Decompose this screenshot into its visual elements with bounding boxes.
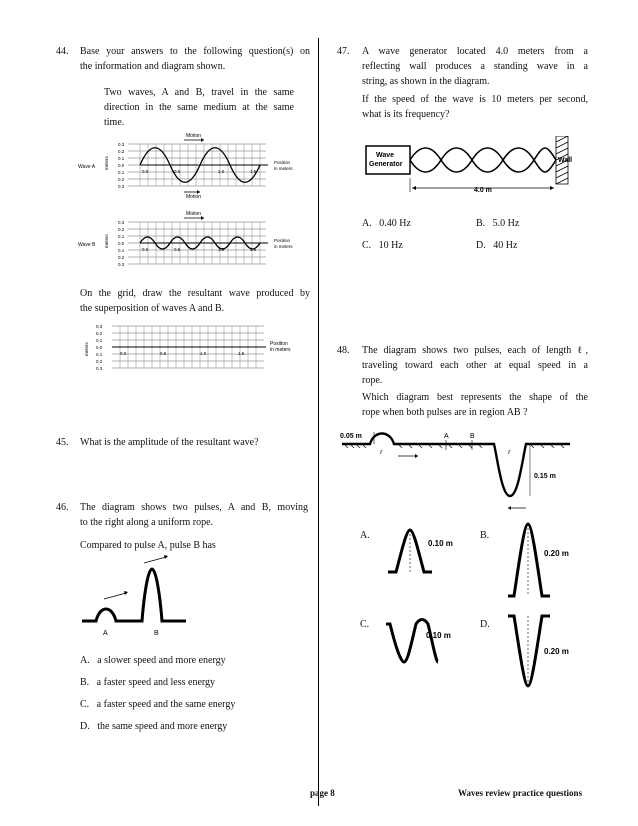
q46-stem (80, 500, 308, 530)
wave-b-ytick: 0.0 (118, 241, 125, 246)
pulse-b-label: B (154, 630, 159, 637)
q48-stem-line1: The diagram shows two pulses, each of length ℓ, (362, 345, 588, 356)
generator-label-1: Wave (376, 152, 395, 159)
q46-choice-a[interactable] (80, 653, 226, 668)
grid-ytick: 0.2 (96, 359, 103, 364)
wave-b-xtick: 1.5 (250, 247, 257, 252)
wave-b-label: Wave B (78, 242, 96, 248)
q47-choice-b[interactable] (476, 216, 519, 231)
choice-letter: D. (80, 721, 90, 732)
grid-xtick: 1.5 (238, 351, 245, 356)
wave-a-ytick: 0.2 (118, 177, 125, 182)
footer-title: Waves review practice questions (458, 788, 583, 798)
q44-stem-line1: Base your answers to the following question(s) on (80, 46, 310, 57)
wave-a-position-l1: Position (274, 160, 291, 165)
grid-ytick: 0.1 (96, 352, 103, 357)
wave-b-ytick: 0.1 (118, 248, 125, 253)
grid-axis-label: meters (84, 342, 89, 356)
q48-choice-d-letter[interactable]: D. (480, 619, 490, 630)
q48-choice-b-letter[interactable]: B. (480, 530, 490, 541)
q48-amp-left: 0.05 m (340, 433, 362, 440)
q45-text: What is the amplitude of the resultant wave? (80, 437, 259, 448)
q46-pulses-diagram (78, 555, 198, 640)
q44-info-line3: time. (104, 117, 125, 128)
pulse-a (82, 569, 186, 621)
q45-number: 45. (56, 437, 69, 448)
choice-a-amp: 0.10 m (428, 539, 453, 548)
grid-ytick: 0.2 (96, 331, 103, 336)
q47-choice-d[interactable] (476, 238, 517, 253)
wave-a-ytick: 0.3 (118, 142, 125, 147)
wave-a-motion-bottom: Motion (186, 194, 202, 198)
generator-label-2: Generator (369, 161, 403, 168)
wave-b-ytick: 0.2 (118, 255, 125, 260)
wave-a-ytick: 0.0 (118, 163, 125, 168)
q44-stem (80, 44, 310, 74)
choice-c-amp: 0.10 m (426, 631, 451, 640)
wave-a-xtick: 1.5 (250, 169, 257, 174)
q48-choice-c-diagram[interactable] (380, 610, 470, 670)
wave-b-xtick: 0.5 (174, 247, 181, 252)
choice-text: a faster speed and the same energy (96, 699, 236, 710)
pulse-b-arrow (144, 557, 166, 563)
q48-question-line2: rope when both pulses are in region AB ? (362, 407, 528, 418)
pulse-a-label: A (103, 630, 108, 637)
q48-question (362, 390, 588, 420)
q48-question-line1: Which diagram best represents the shape of the (362, 392, 588, 403)
grid-ytick: 0.1 (96, 338, 103, 343)
q47-stem-line1: A wave generator located 4.0 meters from a (362, 46, 588, 57)
q48-rope (342, 434, 570, 497)
q46-choice-c[interactable] (80, 697, 235, 712)
q46-prompt: Compared to pulse A, pulse B has (80, 540, 216, 551)
q48-choice-c-letter[interactable]: C. (360, 619, 370, 630)
wave-a-motion: Motion (186, 133, 202, 139)
choice-text: a faster speed and less energy (96, 677, 216, 688)
page-number: page 8 (310, 788, 335, 798)
choice-letter: C. (80, 699, 90, 710)
q44-number: 44. (56, 46, 69, 57)
grid-ytick: 0.3 (96, 366, 103, 371)
choice-d-amp: 0.20 m (544, 647, 569, 656)
wave-a-ytick: 0.1 (118, 156, 125, 161)
q48-pulses-diagram (338, 430, 588, 512)
q48-choice-a-diagram[interactable] (380, 518, 470, 578)
wave-generator-box (366, 146, 410, 174)
wave-b-xtick: 0.0 (142, 247, 149, 252)
wave-a-label: Wave A (78, 164, 96, 170)
q48-choice-a-letter[interactable]: A. (360, 530, 370, 541)
standing-wave-diagram (362, 136, 592, 198)
point-b-label: B (470, 433, 475, 440)
q47-question (362, 92, 588, 122)
choice-letter: B. (476, 218, 486, 229)
q44-task (80, 286, 310, 316)
q47-choice-c[interactable] (362, 238, 403, 253)
wave-b-diagram (78, 208, 308, 276)
choice-letter: A. (362, 218, 372, 229)
wave-a-ytick: 0.2 (118, 149, 125, 154)
ell-right: ℓ (508, 450, 510, 456)
wave-b-position-l2: in meters (274, 244, 293, 249)
choice-text: 5.0 Hz (492, 218, 520, 229)
choice-b-amp: 0.20 m (544, 549, 569, 558)
q46-number: 46. (56, 502, 69, 513)
grid-ytick: 0.3 (96, 324, 103, 329)
q44-info-line1: Two waves, A and B, travel in the same (104, 87, 294, 98)
choice-text: 0.40 Hz (379, 218, 411, 229)
wave-b-motion: Motion (186, 211, 202, 217)
choice-text: the same speed and more energy (97, 721, 228, 732)
q48-amp-right: 0.15 m (534, 473, 556, 480)
wave-b-ytick: 0.2 (118, 227, 125, 232)
q48-choice-d-diagram[interactable] (500, 610, 590, 690)
point-a-label: A (444, 433, 449, 440)
q48-choice-b-diagram[interactable] (500, 520, 590, 600)
column-divider (318, 38, 319, 806)
q47-stem-line2: reflecting wall produces a standing wave in a (362, 61, 588, 72)
wave-a-ytick: 0.3 (118, 184, 125, 189)
q46-choice-b[interactable] (80, 675, 215, 690)
wave-a-xtick: 1.0 (218, 169, 225, 174)
grid-position-l1: Position (270, 341, 288, 347)
q44-stem-line2: the information and diagram shown. (80, 61, 226, 72)
q48-number: 48. (337, 345, 350, 356)
distance-label: 4.0 m (474, 187, 492, 194)
choice-text: 10 Hz (378, 240, 403, 251)
wave-a-ytick: 0.1 (118, 170, 125, 175)
q48-stem-line2: traveling toward each other at equal speed in a (362, 360, 588, 371)
grid-ytick: 0.0 (96, 345, 103, 350)
q47-stem (362, 44, 588, 89)
q46-stem-line1: The diagram shows two pulses, A and B, moving (80, 502, 308, 513)
choice-text: 40 Hz (493, 240, 518, 251)
q44-task-line2: the superposition of waves A and B. (80, 303, 225, 314)
q44-info-line2: direction in the same medium at the same (104, 102, 294, 113)
grid-xtick: 1.0 (200, 351, 207, 356)
wave-a-position-l2: in meters (274, 166, 293, 171)
standing-wave (410, 148, 556, 172)
wave-a-xtick: 0.0 (142, 169, 149, 174)
wave-b-ytick: 0.3 (118, 220, 125, 225)
wave-b-ytick: 0.1 (118, 234, 125, 239)
ell-left: ℓ (380, 450, 382, 456)
q48-stem (362, 343, 588, 388)
q47-choice-a[interactable] (362, 216, 411, 231)
q47-number: 47. (337, 46, 350, 57)
wave-b-axis-label: meters (104, 234, 109, 248)
wall-label: Wall (558, 157, 573, 164)
choice-text: a slower speed and more energy (97, 655, 226, 666)
q48-stem-line3: rope. (362, 375, 383, 386)
choice-letter: D. (476, 240, 486, 251)
q44-info (104, 85, 294, 130)
grid-xtick: 0.0 (120, 351, 127, 356)
grid-position-l2: in meters (270, 347, 291, 353)
wave-b-position-l1: Position (274, 238, 291, 243)
q46-stem-line2: to the right along a uniform rope. (80, 517, 214, 528)
wave-a-diagram (78, 130, 308, 198)
q47-question-line2: what is its frequency? (362, 109, 450, 120)
resultant-answer-grid[interactable] (82, 318, 312, 378)
choice-letter: C. (362, 240, 372, 251)
wave-a-xtick: 0.5 (174, 169, 181, 174)
wave-b-ytick: 0.3 (118, 262, 125, 267)
q44-task-line1: On the grid, draw the resultant wave produced by (80, 288, 310, 299)
q47-stem-line3: string, as shown in the diagram. (362, 76, 490, 87)
wave-b-xtick: 1.0 (218, 247, 225, 252)
q46-choice-d[interactable] (80, 719, 227, 734)
choice-letter: A. (80, 655, 90, 666)
choice-letter: B. (80, 677, 90, 688)
wave-a-axis-label: meters (104, 156, 109, 170)
grid-xtick: 0.5 (160, 351, 167, 356)
q47-question-line1: If the speed of the wave is 10 meters per second, (362, 94, 588, 105)
